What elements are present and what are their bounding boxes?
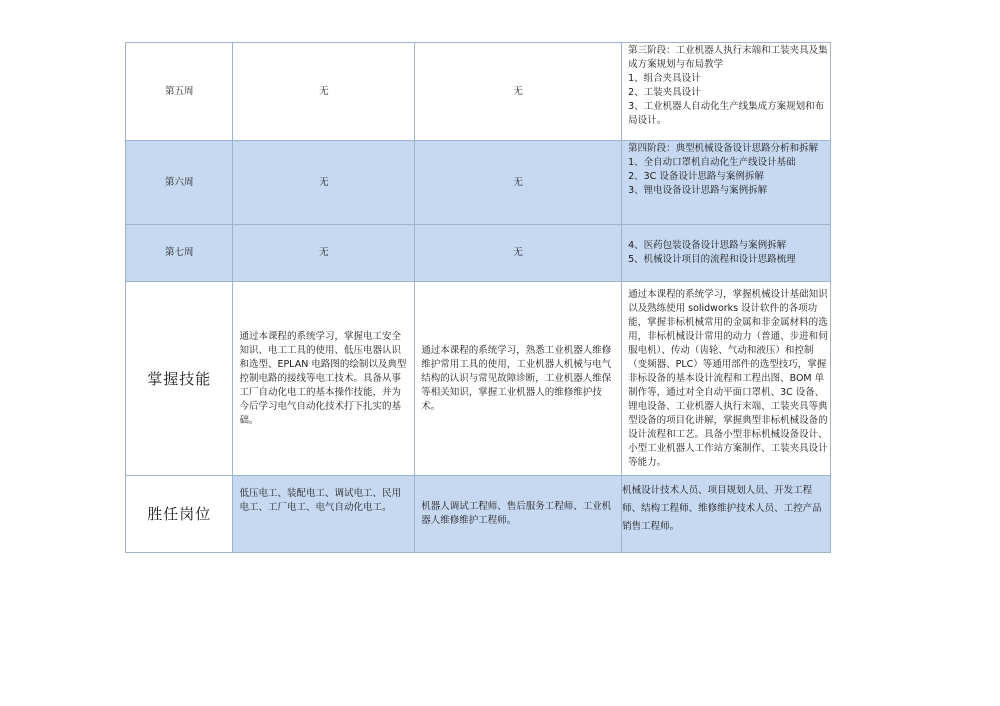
curriculum-table xyxy=(125,42,831,553)
cell-line: 5、机械设计项目的流程和设计思路梳理 xyxy=(628,254,796,265)
cell-col4: 通过本课程的系统学习，掌握机械设计基础知识以及熟练使用 solidworks 设计软件的各项功能，掌握非标机械常用的金属和非金属材料的选用，非标机械设计常用的动力（普通、步进和伺服电机）、传动（齿轮、气动和液压）和控制（变频器、PLC）等通用部件的选型技巧，掌握非标设备的基本设计流程和工程出图、BOM 单制作等，通过对全自动平面口罩机、3C 设备、锂电设备、工业机器人执行末端、工装夹具等典型设备的项目化讲解，掌握典型非标机械设备的设计流程和工艺。具备小型非标机械设备设计、小型工业机器人工作站方案制作、工装夹具设计等能力。 xyxy=(622,282,831,476)
cell-col3: 无 xyxy=(415,225,622,282)
table-row-week5 xyxy=(126,43,831,141)
cell-col2: 无 xyxy=(233,141,415,225)
cell-col3: 机器人调试工程师、售后服务工程师、工业机器人维修维护工程师。 xyxy=(415,476,622,553)
table-row-week6 xyxy=(126,141,831,225)
cell-col2: 通过本课程的系统学习，掌握电工安全知识、电工工具的使用、低压电器认识和选型、EPLAN 电路图的绘制以及典型控制电路的接线等电工技术。具备从事工厂自动化电工的基本操作技能，并为今后学习电气自动化技术打下扎实的基础。 xyxy=(233,282,415,476)
cell-col4 xyxy=(622,141,831,225)
table-row-week7 xyxy=(126,225,831,282)
week-label: 第五周 xyxy=(126,43,233,141)
cell-col3: 无 xyxy=(415,43,622,141)
week-label: 第六周 xyxy=(126,141,233,225)
week-label: 第七周 xyxy=(126,225,233,282)
section-label: 胜任岗位 xyxy=(126,476,233,553)
cell-col2: 无 xyxy=(233,225,415,282)
cell-col2: 低压电工、装配电工、调试电工、民用电工、工厂电工、电气自动化电工。 xyxy=(233,476,415,553)
cell-line: 4、医药包装设备设计思路与案例拆解 xyxy=(628,240,787,251)
cell-line: 3、工业机器人自动化生产线集成方案规划和布局设计。 xyxy=(628,101,825,126)
cell-line: 第三阶段：工业机器人执行末端和工装夹具及集成方案规划与布局教学 xyxy=(628,45,828,70)
cell-col4 xyxy=(622,225,831,282)
table-row-skills xyxy=(126,282,831,476)
cell-line: 3、锂电设备设计思路与案例拆解 xyxy=(628,185,768,196)
cell-line: 2、3C 设备设计思路与案例拆解 xyxy=(628,171,764,182)
cell-line: 2、工装夹具设计 xyxy=(628,87,701,98)
cell-col3: 无 xyxy=(415,141,622,225)
cell-line: 1、全自动口罩机自动化生产线设计基础 xyxy=(628,157,796,168)
cell-col2: 无 xyxy=(233,43,415,141)
cell-col4: 机械设计技术人员、项目规划人员、开发工程师、结构工程师、维修维护技术人员、工控产品销售工程师。 xyxy=(622,476,831,553)
cell-line: 第四阶段：典型机械设备设计思路分析和拆解 xyxy=(628,143,819,154)
cell-col4 xyxy=(622,43,831,141)
section-label: 掌握技能 xyxy=(126,282,233,476)
table-row-jobs xyxy=(126,476,831,553)
cell-line: 1、组合夹具设计 xyxy=(628,73,701,84)
cell-col3: 通过本课程的系统学习，熟悉工业机器人维修维护常用工具的使用，工业机器人机械与电气结构的认识与常见故障诊断，工业机器人维保等相关知识，掌握工业机器人的维修维护技术。 xyxy=(415,282,622,476)
